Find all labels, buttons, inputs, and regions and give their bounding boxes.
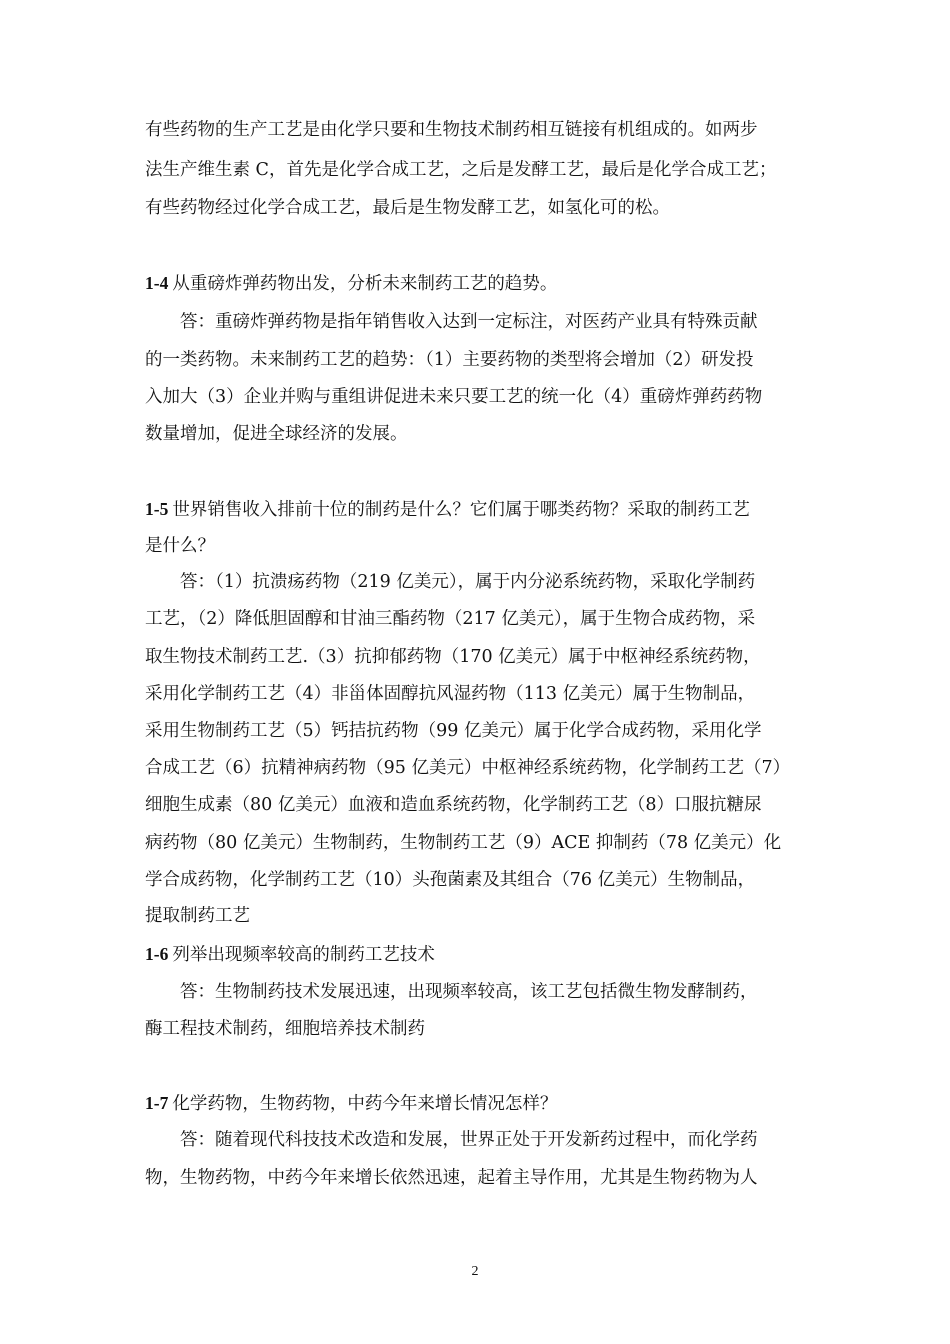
answer-1-5-line-7: 细胞生成素（80 亿美元）血液和造血系统药物，化学制药工艺（8）口服抗糖尿	[145, 795, 762, 815]
intro-line-2: 法生产维生素 C，首先是化学合成工艺，之后是发酵工艺，最后是化学合成工艺；	[145, 160, 777, 180]
question-number: 1-4	[145, 273, 169, 293]
question-number: 1-6	[145, 944, 169, 964]
answer-1-4-line-2: 的一类药物。未来制药工艺的趋势：（1）主要药物的类型将会增加（2）研发投	[145, 350, 754, 370]
question-1-5	[145, 497, 805, 522]
answer-1-5-line-9: 学合成药物，化学制药工艺（10）头孢菌素及其组合（76 亿美元）生物制品，	[145, 870, 756, 890]
answer-1-4-line-3: 入加大（3）企业并购与重组讲促进未来只要工艺的统一化（4）重磅炸弹药药物	[145, 387, 763, 407]
question-1-5-line-2: 是什么？	[145, 536, 215, 556]
question-text: 世界销售收入排前十位的制药是什么？它们属于哪类药物？采取的制药工艺	[172, 500, 750, 520]
answer-1-4-line-1: 答：重磅炸弹药物是指年销售收入达到一定标注，对医药产业具有特殊贡献	[180, 312, 758, 332]
intro-line-3: 有些药物经过化学合成工艺，最后是生物发酵工艺，如氢化可的松。	[145, 198, 670, 218]
answer-1-5-line-1: 答：（1）抗溃疡药物（219 亿美元），属于内分泌系统药物，采取化学制药	[180, 572, 756, 592]
question-text: 从重磅炸弹药物出发，分析未来制药工艺的趋势。	[172, 274, 558, 294]
answer-1-5-line-6: 合成工艺（6）抗精神病药物（95 亿美元）中枢神经系统药物，化学制药工艺（7）	[145, 758, 791, 778]
answer-1-5-line-4: 采用化学制药工艺（4）非甾体固醇抗风湿药物（113 亿美元）属于生物制品，	[145, 684, 756, 704]
answer-1-5-line-5: 采用生物制药工艺（5）钙拮抗药物（99 亿美元）属于化学合成药物，采用化学	[145, 721, 762, 741]
answer-1-5-line-8: 病药物（80 亿美元）生物制药，生物制药工艺（9）ACE 抑制药（78 亿美元）化	[145, 833, 782, 853]
answer-1-5-line-10: 提取制药工艺	[145, 906, 250, 926]
question-number: 1-5	[145, 499, 169, 519]
answer-1-5-line-2: 工艺，（2）降低胆固醇和甘油三酯药物（217 亿美元），属于生物合成药物，采	[145, 609, 756, 629]
question-1-7	[145, 1091, 805, 1116]
question-1-6	[145, 942, 805, 967]
answer-1-7-line-1: 答：随着现代科技技术改造和发展，世界正处于开发新药过程中，而化学药	[180, 1130, 758, 1150]
intro-line-1: 有些药物的生产工艺是由化学只要和生物技术制药相互链接有机组成的。如两步	[145, 120, 758, 140]
answer-1-6-line-2: 酶工程技术制药，细胞培养技术制药	[145, 1019, 425, 1039]
question-text: 列举出现频率较高的制药工艺技术	[172, 945, 435, 965]
question-number: 1-7	[145, 1093, 169, 1113]
answer-1-7-line-2: 物，生物药物，中药今年来增长依然迅速，起着主导作用，尤其是生物药物为人	[145, 1168, 758, 1188]
question-text: 化学药物，生物药物，中药今年来增长情况怎样？	[172, 1094, 558, 1114]
answer-1-4-line-4: 数量增加，促进全球经济的发展。	[145, 424, 408, 444]
question-1-4	[145, 271, 805, 296]
page-number: 2	[471, 1264, 479, 1279]
answer-1-6-line-1: 答：生物制药技术发展迅速，出现频率较高，该工艺包括微生物发酵制药，	[180, 982, 758, 1002]
answer-1-5-line-3: 取生物技术制药工艺.（3）抗抑郁药物（170 亿美元）属于中枢神经系统药物，	[145, 647, 761, 667]
